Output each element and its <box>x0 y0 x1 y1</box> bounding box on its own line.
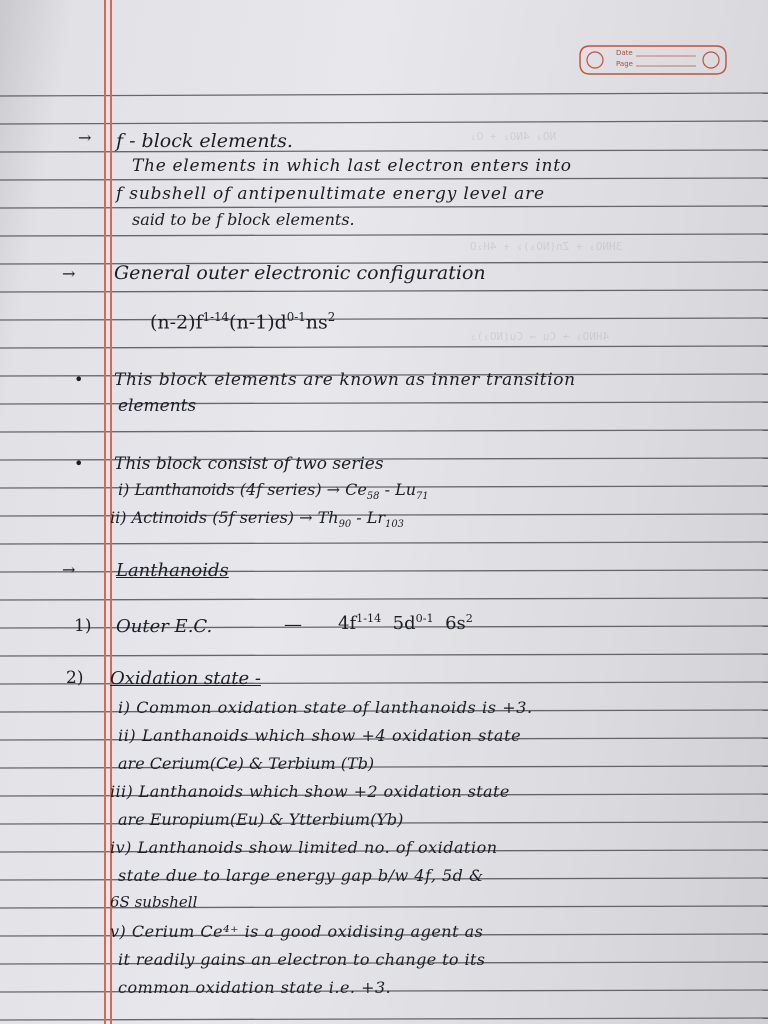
outer-ec-number: 1) <box>74 616 92 636</box>
config-formula: $(n-2)f^{1-14}(n-1)d^{0-1}ns^2$ <box>150 310 336 334</box>
series-title: This block consist of two series <box>114 454 384 474</box>
outer-ec-formula: $4f^{1-14}$ $5d^{0-1}$ $6s^2$ <box>338 612 473 634</box>
definition-line: said to be f block elements. <box>132 210 355 229</box>
oxidation-line: 6S subshell <box>110 893 198 911</box>
oxidation-line: v) Cerium Ce⁴⁺ is a good oxidising agent as <box>110 922 484 941</box>
oxidation-line: it readily gains an electron to change to its <box>118 950 486 969</box>
oxidation-number: 2) <box>66 668 84 688</box>
stamp-page-label: Page <box>616 60 633 68</box>
oxidation-line: are Cerium(Ce) & Terbium (Tb) <box>118 754 375 773</box>
oxidation-line: state due to large energy gap b/w 4f, 5d & <box>118 866 484 885</box>
oxidation-line: iv) Lanthanoids show limited no. of oxidation <box>110 838 498 857</box>
oxidation-line: i) Common oxidation state of lanthanoids is +3. <box>118 698 533 717</box>
oxidation-line: are Europium(Eu) & Ytterbium(Yb) <box>118 810 404 829</box>
oxidation-title: Oxidation state - <box>110 668 261 689</box>
heading-arrow: → <box>78 128 92 147</box>
oxidation-line: common oxidation state i.e. +3. <box>118 978 392 997</box>
show-through-text: NO₃ 4NO₂ + O₂ <box>470 130 557 143</box>
oxidation-line: iii) Lanthanoids which show +2 oxidation state <box>110 782 510 801</box>
series-item-lanthanoids: i) Lanthanoids (4f series) → $Ce_{58} - Lu_{71}$ <box>118 480 429 503</box>
transition-bullet: • <box>74 370 84 389</box>
transition-line: elements <box>118 396 197 416</box>
date-page-stamp <box>578 40 728 80</box>
outer-ec-label: Outer E.C. <box>116 616 213 637</box>
heading-title: f - block elements. <box>116 130 293 152</box>
show-through-text: 3HNO₃ + Zn(NO₃)₂ + 4H₂O <box>470 240 623 253</box>
definition-line: f subshell of antipenultimate energy level are <box>116 184 545 204</box>
margin-line-left <box>104 0 106 1024</box>
oxidation-line: ii) Lanthanoids which show +4 oxidation state <box>118 726 522 745</box>
lanthanoids-arrow: → <box>62 560 76 579</box>
series-bullet: • <box>74 454 84 473</box>
outer-ec-dash: — <box>284 614 302 635</box>
stamp-date-label: Date <box>616 49 633 57</box>
transition-line: This block elements are known as inner transition <box>114 370 576 390</box>
series-item-actinoids: ii) Actinoids (5f series) → $Th_{90} - Lr_{103}$ <box>110 508 404 531</box>
definition-line: The elements in which last electron enters into <box>132 156 572 176</box>
show-through-text: 4HNO₃ + Cu → Cu(NO₃)₂ <box>470 330 610 343</box>
lanthanoids-title: Lanthanoids <box>116 560 229 581</box>
config-title: General outer electronic configuration <box>114 262 486 284</box>
config-arrow: → <box>62 264 76 283</box>
